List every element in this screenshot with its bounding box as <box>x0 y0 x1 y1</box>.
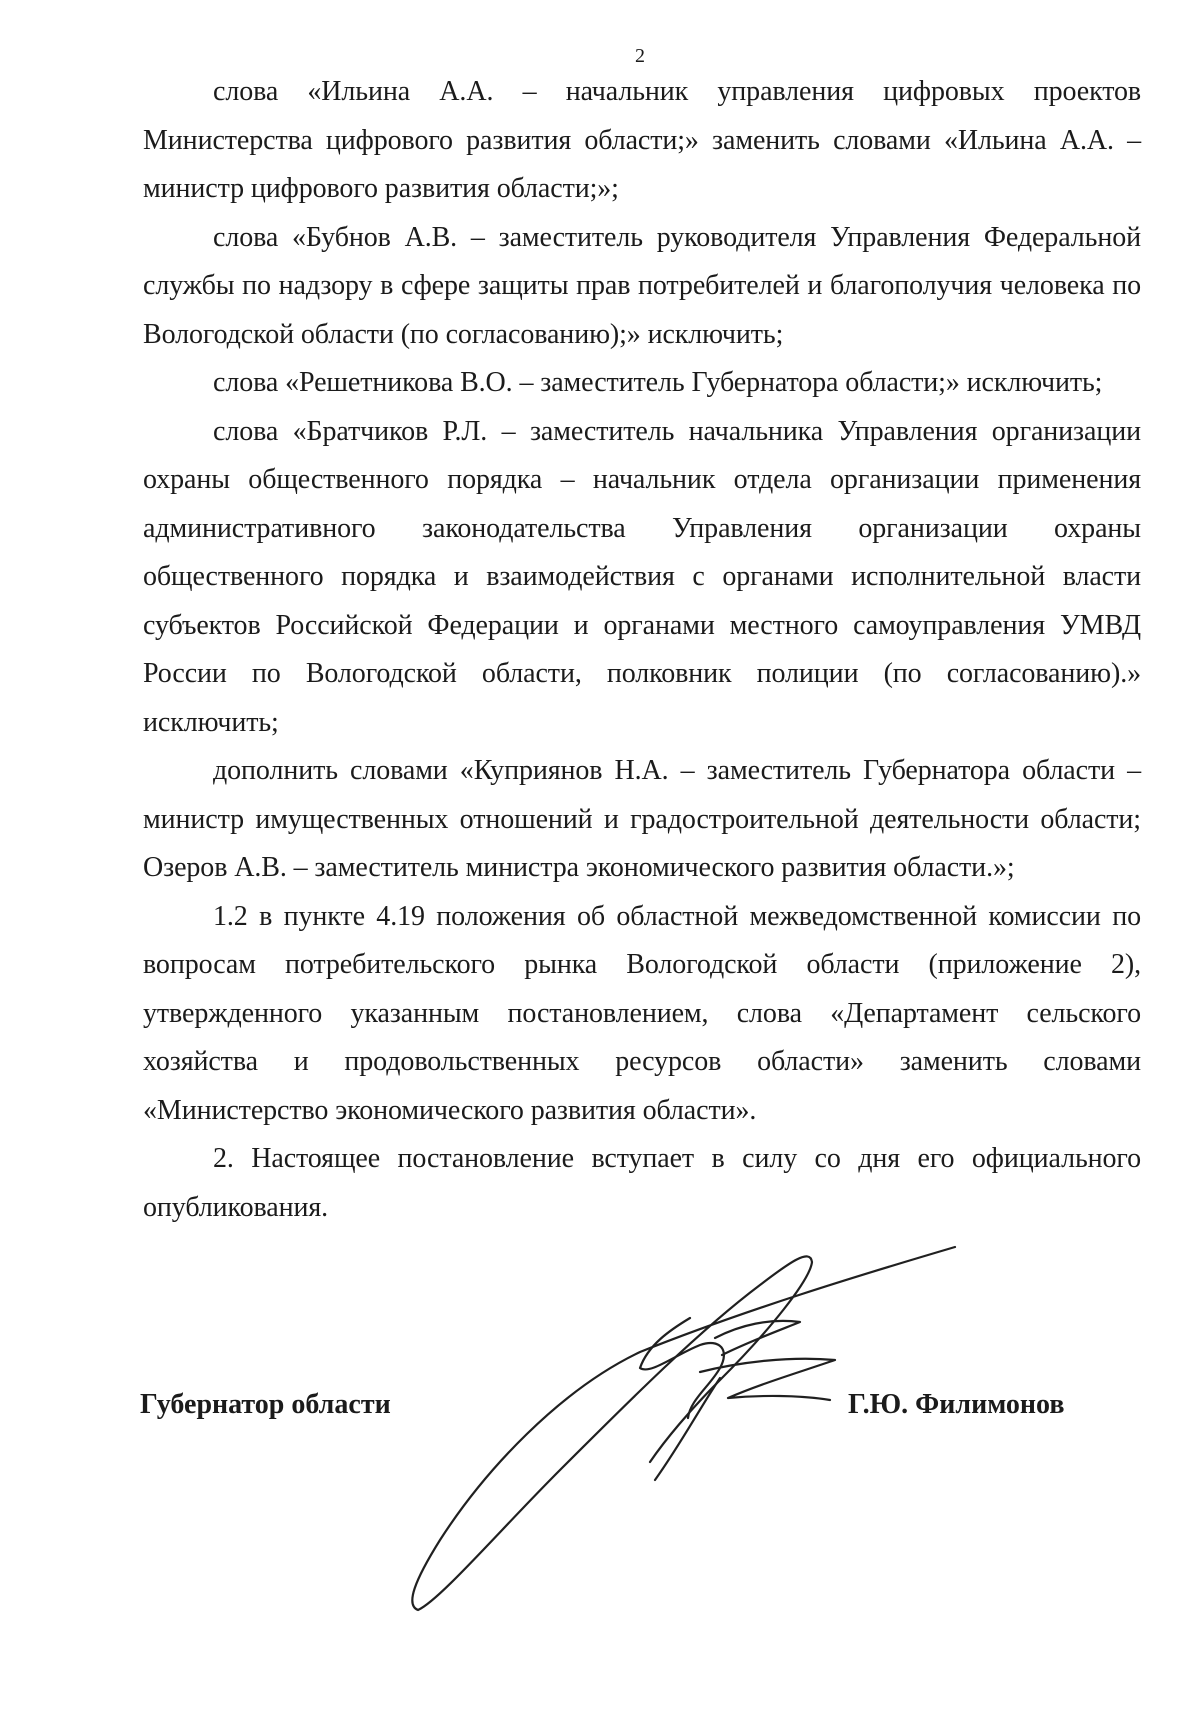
document-body <box>143 68 1141 1232</box>
signer-title: Губернатор области <box>140 1389 391 1420</box>
paragraph-reshetnikova: слова «Решетникова В.О. – заместитель Губернатора области;» исключить; <box>213 367 1103 398</box>
paragraph-item-1-2: 1.2 в пункте 4.19 положения об областной межведомственной комиссии по вопросам потребительского рынка Вологодской области (приложение 2), утвержденного указанным постановлением, слова «Департамент сельского хозяйства и продовольственных ресурсов области» заменить словами «Министерство экономического развития области». <box>143 900 1141 1126</box>
paragraph-bratchikov: слова «Братчиков Р.Л. – заместитель начальника Управления организации охраны общественного порядка – начальник отдела организации применения административного законодательства Управления организации охраны общественного порядка и взаимодействия с органами исполнительной власти субъектов Российской Федерации и органами местного самоуправления УМВД России по Вологодской области, полковник полиции (по согласованию).» исключить; <box>143 415 1141 738</box>
paragraph-bubnov: слова «Бубнов А.В. – заместитель руководителя Управления Федеральной службы по надзору в сфере защиты прав потребителей и благополучия человека по Вологодской области (по согласованию);» исключить; <box>143 221 1141 350</box>
paragraph-ilyina: слова «Ильина А.А. – начальник управления цифровых проектов Министерства цифрового развития области;» заменить словами «Ильина А.А. – министр цифрового развития области;»; <box>143 76 1141 204</box>
paragraph-item-2: 2. Настоящее постановление вступает в силу со дня его официального опубликования. <box>143 1143 1141 1223</box>
signer-name: Г.Ю. Филимонов <box>848 1389 1065 1420</box>
paragraph-supplement: дополнить словами «Куприянов Н.А. – заместитель Губернатора области – министр имущественных отношений и градостроительной деятельности области; Озеров А.В. – заместитель министра экономического развития области.»; <box>143 755 1141 883</box>
page-number: 2 <box>635 45 645 67</box>
